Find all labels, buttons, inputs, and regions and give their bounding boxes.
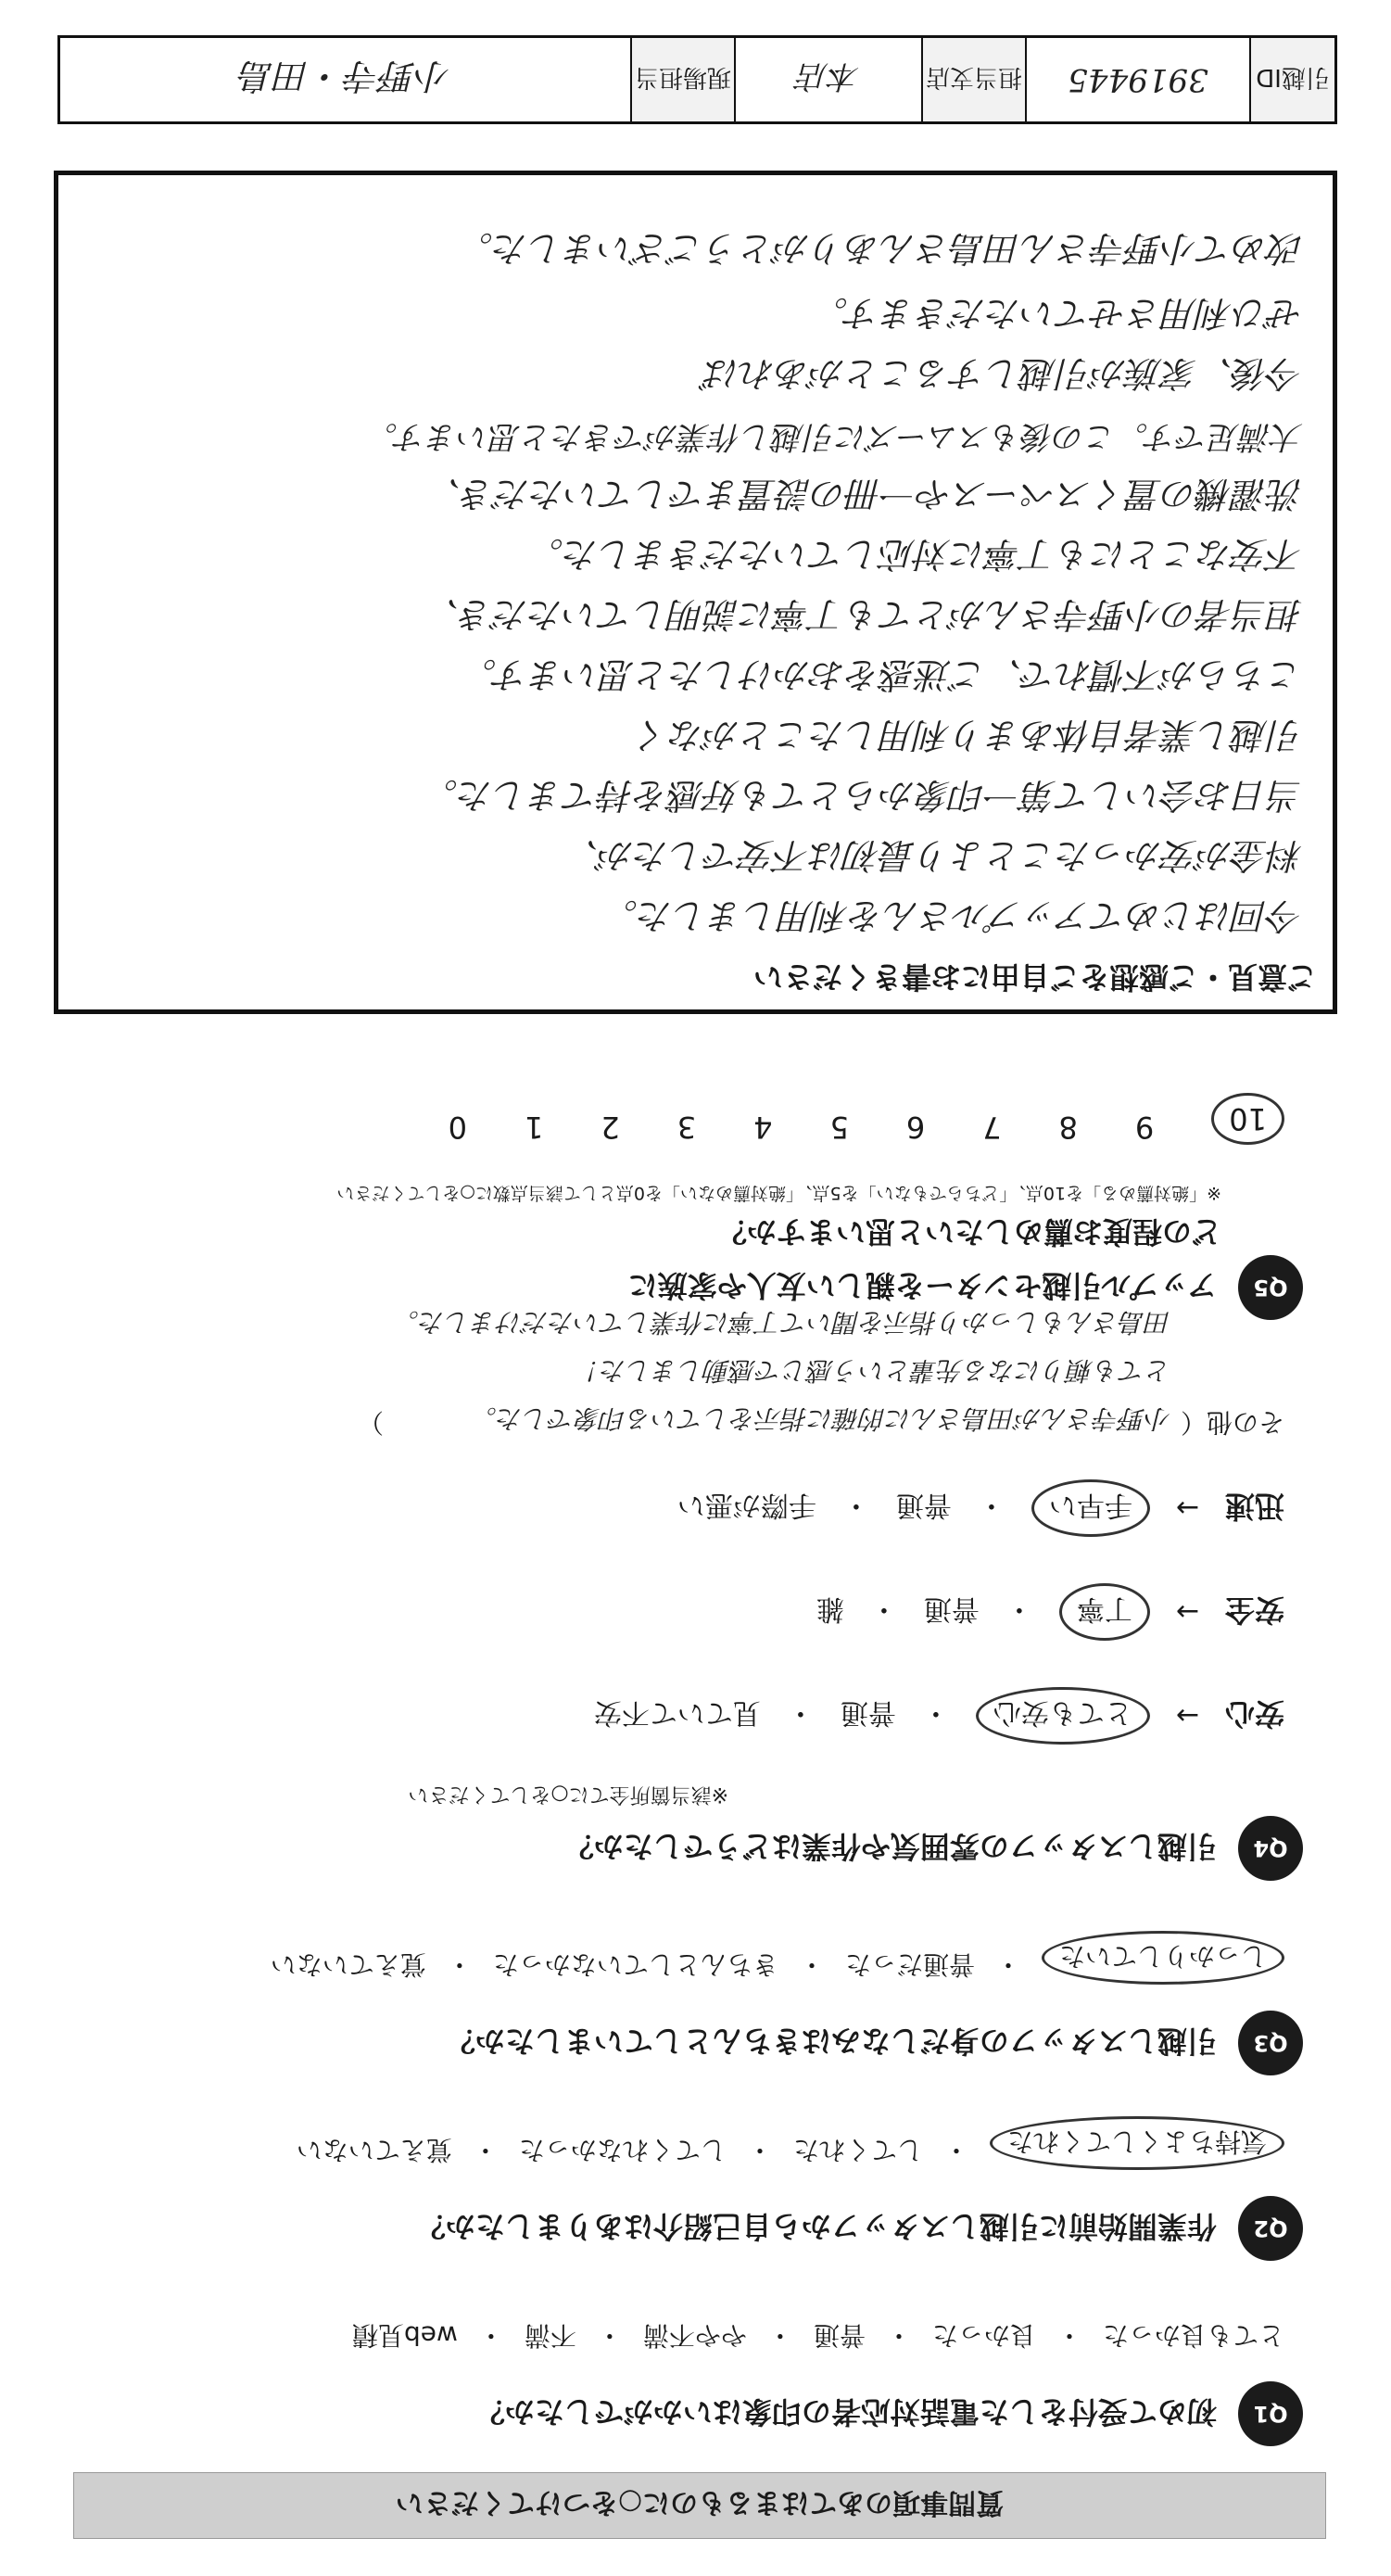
q5-score[interactable]: 5 bbox=[829, 1110, 849, 1145]
q4-option[interactable]: 普通 bbox=[840, 1696, 896, 1729]
q5-score[interactable]: 4 bbox=[753, 1110, 773, 1145]
q2-option[interactable]: してくれなかった bbox=[518, 2135, 727, 2165]
q2-options: 気持ちよくしてくれた ・ してくれた ・ してくれなかった ・ 覚えていない bbox=[98, 2116, 1303, 2170]
comment-line: 担当者の小野寺さんがとても丁寧に説明していただき、 bbox=[424, 594, 1303, 635]
id-label: 引越ID bbox=[1249, 38, 1334, 121]
branch-value: 本店 bbox=[734, 38, 921, 121]
comment-line: 今回はじめてアップルさんを利用しました。 bbox=[602, 895, 1303, 936]
q5-score[interactable]: 8 bbox=[1058, 1110, 1078, 1145]
q5-score-selected[interactable]: 10 bbox=[1211, 1093, 1284, 1145]
q5-score[interactable]: 2 bbox=[601, 1110, 620, 1145]
q5-scale bbox=[98, 1093, 1303, 1145]
question-4 bbox=[98, 1298, 1303, 1881]
id-bar bbox=[57, 35, 1337, 124]
q2-option[interactable]: してくれた bbox=[792, 2135, 923, 2165]
q4-option-selected[interactable]: とても安心 bbox=[976, 1687, 1150, 1745]
q2-text: 作業開始前に引越しスタッフから自己紹介はありましたか？ bbox=[415, 2209, 1217, 2244]
id-value: 3919445 bbox=[1025, 38, 1249, 121]
q4-row-label: 安全 bbox=[1224, 1593, 1284, 1628]
q3-option[interactable]: 覚えていない bbox=[270, 1949, 426, 1980]
q3-option[interactable]: 普通だった bbox=[844, 1949, 975, 1980]
q4-text: 引越しスタッフの雰囲気や作業はどうでしたか？ bbox=[563, 1829, 1217, 1864]
q4-note: ※該当箇所全てに○をしてください bbox=[408, 1783, 728, 1806]
q2-option-selected[interactable]: 気持ちよくしてくれた bbox=[990, 2116, 1284, 2170]
q1-text: 初めて受付をした電話対応者の印象はいかがでしたか？ bbox=[474, 2394, 1217, 2430]
question-2 bbox=[98, 2116, 1303, 2261]
comment-line: 不安なことにも丁寧に対応していただきました。 bbox=[527, 534, 1303, 575]
q3-option-selected[interactable]: しっかりしていた bbox=[1042, 1931, 1284, 1985]
q4-row-anzen: 安全 → 丁寧 ・ 普通 ・ 雑 bbox=[98, 1583, 1303, 1641]
arrow-icon: → bbox=[1175, 1491, 1199, 1525]
q2-badge: Q2 bbox=[1238, 2196, 1303, 2261]
comment-line: 当日お会いして第一印象からとても好感を持てました。 bbox=[422, 775, 1303, 816]
q3-options: しっかりしていた ・ 普通だった ・ きちんとしていなかった ・ 覚えていない bbox=[98, 1931, 1303, 1985]
q3-text: 引越しスタッフの身だしなみはきちんとしていましたか？ bbox=[445, 2024, 1217, 2059]
q4-row-anshin: 安心 → とても安心 ・ 普通 ・ 見ていて不安 bbox=[98, 1687, 1303, 1745]
q4-badge: Q4 bbox=[1238, 1816, 1303, 1881]
q5-score[interactable]: 3 bbox=[677, 1110, 697, 1145]
comment-line: 洗濯機の置くスペースや一冊の設置までしていただき、 bbox=[425, 474, 1303, 514]
q2-option[interactable]: 覚えていない bbox=[296, 2135, 452, 2165]
team-label: 現場担当 bbox=[630, 38, 734, 121]
team-value: 小野寺・田島 bbox=[239, 56, 451, 97]
q1-option[interactable]: 不満 bbox=[524, 2320, 576, 2351]
comment-line: 改めて小野寺さん田島さんありがとうございました。 bbox=[457, 228, 1303, 269]
arrow-icon: → bbox=[1175, 1699, 1199, 1732]
q5-score[interactable]: 9 bbox=[1134, 1110, 1155, 1145]
arrow-icon: → bbox=[1175, 1595, 1199, 1629]
comment-line: 今後、家族が引越しすることがあれば bbox=[703, 353, 1303, 394]
q1-option[interactable]: やや不満 bbox=[642, 2320, 747, 2351]
q4-other-label: その他（ bbox=[1180, 1407, 1284, 1438]
comment-line: こちらが不慣れで、ご迷惑をおかけしたと思います。 bbox=[461, 654, 1303, 695]
q5-badge: Q5 bbox=[1238, 1255, 1303, 1320]
q4-other-handwriting: 小野寺さんが田島さんに的確に指示をしている印象でした。 とても頼りになる先輩という感じで感動しました！ 田島さんもしっかり指示を聞いて丁寧に作業していただけました。 bbox=[392, 1307, 1171, 1434]
q5-text-2: どの程度お薦めしたいと思いますか？ bbox=[716, 1214, 1221, 1250]
q4-row-jinsoku: 迅速 → 手早い ・ 普通 ・ 手際が悪い bbox=[98, 1479, 1303, 1537]
question-3 bbox=[98, 1931, 1303, 2075]
q4-option[interactable]: 手際が悪い bbox=[677, 1489, 816, 1521]
q5-text-1: アップル引越センターを親しい友人や家族に bbox=[627, 1268, 1217, 1303]
q5-score[interactable]: 1 bbox=[525, 1110, 544, 1145]
q5-score[interactable]: 7 bbox=[982, 1110, 1002, 1145]
q4-option[interactable]: 見ていて不安 bbox=[593, 1696, 761, 1729]
branch-label: 担当支店 bbox=[921, 38, 1025, 121]
question-5 bbox=[98, 1093, 1303, 1320]
q4-row-label: 迅速 bbox=[1224, 1489, 1284, 1524]
comment-line: ぜひ利用させていただきます。 bbox=[813, 293, 1303, 334]
q1-badge: Q1 bbox=[1238, 2381, 1303, 2446]
question-1 bbox=[98, 2318, 1303, 2446]
q4-option-selected[interactable]: 手早い bbox=[1031, 1479, 1150, 1537]
header-banner: 質問事項のあてはまるものに○をつけてください bbox=[73, 2472, 1326, 2539]
q5-score[interactable]: 0 bbox=[448, 1110, 468, 1145]
q1-option[interactable]: 普通 bbox=[813, 2320, 866, 2351]
q1-option[interactable]: とても良かった bbox=[1102, 2320, 1284, 2351]
comment-line: 引越し業者自体あまり利用したことがなく bbox=[633, 715, 1303, 755]
comment-line: 料金が安かったことより最初は不安でしたが、 bbox=[563, 835, 1303, 876]
q4-row-label: 安心 bbox=[1224, 1696, 1284, 1732]
q5-score[interactable]: 6 bbox=[905, 1110, 926, 1145]
comment-line: 大満足です。この後もスムーズに引越し作業ができたと思います。 bbox=[365, 418, 1303, 455]
q3-badge: Q3 bbox=[1238, 2011, 1303, 2075]
comment-title: ご意見・ご感想をご自由にお書きください bbox=[752, 959, 1317, 995]
q4-option[interactable]: 普通 bbox=[923, 1593, 980, 1625]
q4-option[interactable]: 雑 bbox=[816, 1593, 844, 1625]
q4-option-selected[interactable]: 丁寧 bbox=[1059, 1583, 1150, 1641]
q5-note: ※「絶対薦める」を10点、「どちらでもない」を5点、「絶対薦めない」を0点として該当点数に○をしてください bbox=[336, 1183, 1221, 1203]
q4-other: その他（ 小野寺さんが田島さんに的確に指示をしている印象でした。 とても頼りになる先輩という感じで感動しました！ 田島さんもしっかり指示を聞いて丁寧に作業していただけました。 ） bbox=[98, 1298, 1303, 1442]
q4-option[interactable]: 普通 bbox=[895, 1489, 952, 1521]
q1-options: とても良かった ・ 良かった ・ 普通 ・ やや不満 ・ 不満 ・ web見積 bbox=[98, 2318, 1303, 2355]
q1-option[interactable]: web見積 bbox=[351, 2320, 458, 2351]
q1-option[interactable]: 良かった bbox=[931, 2320, 1036, 2351]
q3-option[interactable]: きちんとしていなかった bbox=[492, 1949, 778, 1980]
